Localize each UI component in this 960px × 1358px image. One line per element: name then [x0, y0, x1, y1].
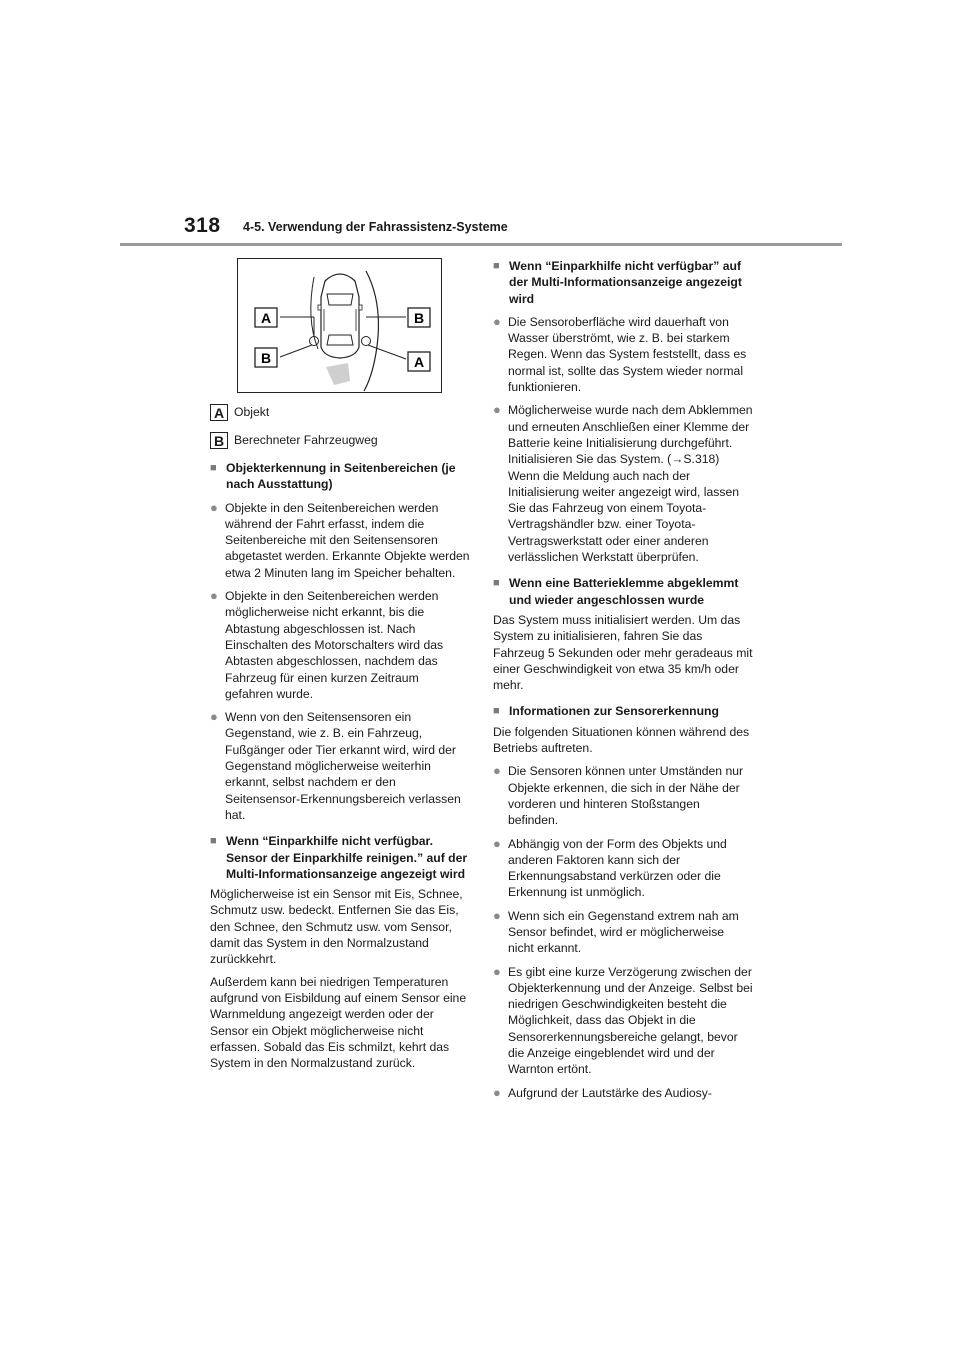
circle-bullet-icon: ● [210, 588, 218, 604]
bullet-item: ● Objekte in den Seitenbereichen werden möglicherweise nicht erkannt, bis die Abtastung abgeschlossen ist. Nach Einschalten des Motorschalters wird das Abtasten abgeschlossen, nachdem das Fahrzeug für einen kurzen Zeitraum gefahren wurde. [210, 588, 444, 701]
circle-bullet-icon: ● [493, 963, 501, 979]
bullet-item: ● Abhängig von der Form des Objekts und anderen Faktoren kann sich der Erkennungsabstand verkürzen oder die Erkennung ist unmöglich. [493, 835, 727, 900]
callout-a-right: A [413, 354, 425, 370]
legend-key-a: A [210, 404, 228, 421]
paragraph: Möglicherweise ist ein Sensor mit Eis, Schnee, Schmutz usw. bedeckt. Entfernen Sie das Eis, den Schnee, den Schmutz usw. vom Sensor, damit das System in den Normalzustand zurückkehrt. [210, 887, 463, 967]
callout-b-left: B [260, 350, 272, 366]
paragraph: Die folgenden Situationen können während des Betriebs auftreten. [493, 724, 750, 756]
circle-bullet-icon: ● [493, 835, 501, 851]
bullet-text-continued: Wenn die Meldung auch nach der Initialisierung weiter angezeigt wird, lassen Sie das Fahrzeug von einem Toyota-Vertragshändler bzw. einer Toyota-Vertragswerkstatt oder einer anderen verlässlichen Werkstatt überprüfen. [508, 468, 740, 565]
circle-bullet-icon: ● [493, 907, 501, 923]
circle-bullet-icon: ● [493, 313, 501, 329]
square-bullet-icon: ■ [493, 260, 500, 272]
square-bullet-icon: ■ [210, 835, 217, 848]
right-column [493, 258, 753, 1101]
paragraph: Außerdem kann bei niedrigen Temperaturen aufgrund von Eisbildung auf einem Sensor eine Warnmeldung angezeigt werden oder der Sensor ein Objekt möglicherweise nicht erfassen. Sobald das Eis schmilzt, kehrt das System in den Normalzustand zurück. [210, 974, 467, 1071]
bullet-item: ● Wenn sich ein Gegenstand extrem nah am Sensor befindet, wird er möglicherweise nicht erkannt. [493, 907, 739, 956]
heading-not-available: ■ Wenn “Einparkhilfe nicht verfügbar” auf der Multi-Informationsanzeige angezeigt wird [493, 259, 742, 306]
legend-key-b: B [210, 432, 228, 449]
car-illustration [238, 259, 443, 394]
bullet-item: ● Es gibt eine kurze Verzögerung zwischen der Objekterkennung und der Anzeige. Selbst bei niedrigen Geschwindigkeiten besteht die Möglichkeit, dass das Objekt in die Sensorerkennungsbereiche gelangt, bevor die Anzeige eingeblendet wird und der Warnton ertönt. [493, 963, 753, 1077]
paragraph: Das System muss initialisiert werden. Um das System zu initialisieren, fahren Sie das Fahrzeug 5 Sekunden oder mehr geradeaus mit einer Geschwindigkeit von etwa 35 km/h oder mehr. [493, 612, 753, 693]
bullet-text: Möglicherweise wurde nach dem Abklemmen und erneuten Anschließen einer Klemme der Batterie keine Initialisierung durchgeführt. Initialisieren Sie das System. (→S.318) [508, 403, 753, 467]
circle-bullet-icon: ● [493, 1084, 501, 1100]
side-sensor-figure [237, 258, 442, 393]
bullet-item: ● Aufgrund der Lautstärke des Audiosy- [493, 1084, 712, 1100]
square-bullet-icon: ■ [493, 705, 500, 718]
bullet-item [493, 402, 753, 565]
heading-side-detection: ■ Objekterkennung in Seitenbereichen (je nach Ausstattung) [210, 461, 456, 492]
heading-sensor-info: ■ Informationen zur Sensorerkennung [493, 704, 719, 719]
callout-b-right: B [413, 310, 425, 326]
header-rule [120, 243, 842, 246]
legend-text-object: Objekt [234, 405, 270, 420]
square-bullet-icon: ■ [493, 577, 500, 590]
circle-bullet-icon: ● [210, 709, 218, 725]
square-bullet-icon: ■ [210, 462, 217, 474]
bullet-item: ● Die Sensoren können unter Umständen nur Objekte erkennen, die sich in der Nähe der vorderen und hinteren Stoßstangen befinden. [493, 763, 744, 828]
heading-battery: ■ Wenn eine Batterieklemme abgeklemmt und wieder angeschlossen wurde [493, 576, 739, 607]
page-number: 318 [184, 214, 221, 237]
circle-bullet-icon: ● [210, 499, 218, 515]
callout-a-left: A [260, 310, 272, 326]
bullet-item: ● Die Sensoroberfläche wird dauerhaft von Wasser überströmt, wie z. B. bei starkem Regen. Wenn das System feststellt, dass es normal ist, sollte das System wieder normal funktionieren. [493, 313, 747, 395]
legend-path [210, 431, 470, 450]
left-column [210, 258, 470, 1071]
legend-text-path: Berechneter Fahrzeugweg [234, 433, 378, 448]
circle-bullet-icon: ● [493, 402, 501, 418]
legend-object [210, 403, 470, 422]
bullet-item: ● Wenn von den Seitensensoren ein Gegenstand, wie z. B. ein Fahrzeug, Fußgänger oder Tier erkannt wird, wird der Gegenstand möglicherweise weiterhin erkannt, selbst nachdem er den Seitensensor-Erkennungsbereich verlassen hat. [210, 709, 461, 822]
bullet-item: ● Objekte in den Seitenbereichen werden während der Fahrt erfasst, indem die Seitenbereiche mit den Seitensensoren abgetastet werden. Erkannte Objekte werden etwa 2 Minuten lang im Speicher behalten. [210, 499, 470, 580]
section-title: 4-5. Verwendung der Fahrassistenz-Systeme [243, 220, 508, 234]
circle-bullet-icon: ● [493, 763, 501, 779]
heading-clean-sensor: ■ Wenn “Einparkhilfe nicht verfügbar. Sensor der Einparkhilfe reinigen.” auf der Multi-Informationsanzeige angezeigt wird [210, 834, 468, 881]
